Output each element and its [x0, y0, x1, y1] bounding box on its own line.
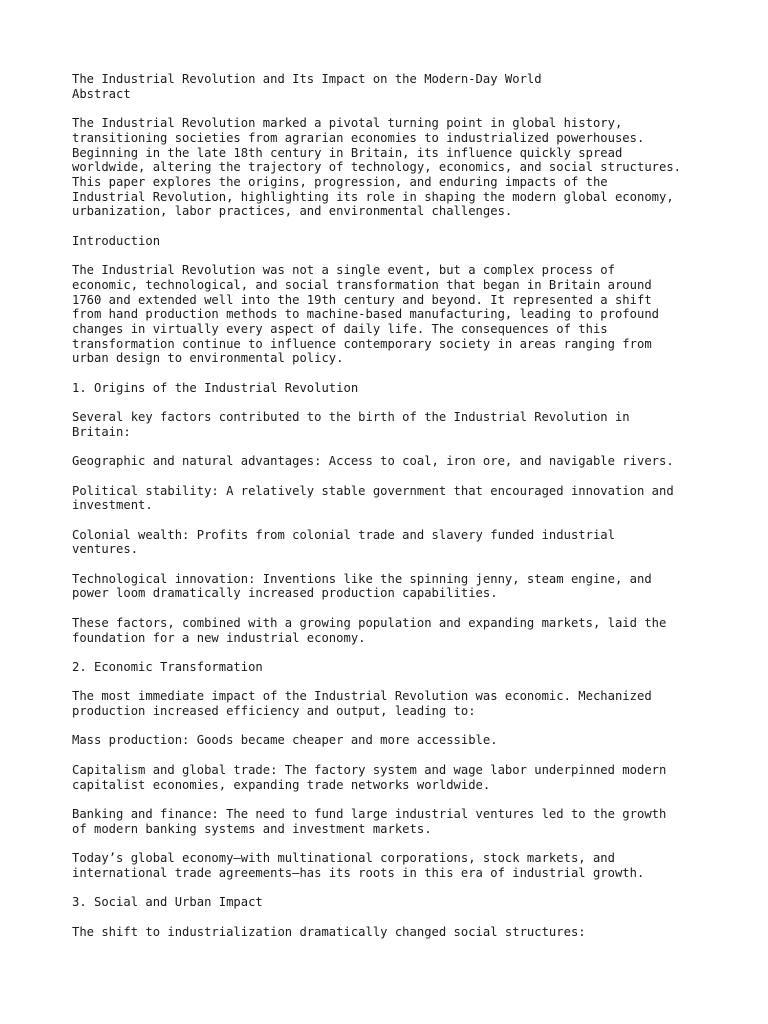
document-page: [72, 72, 712, 954]
section3-intro: [72, 925, 712, 940]
section3-heading: 3. Social and Urban Impact: [72, 895, 263, 910]
title-block: [72, 72, 712, 101]
section2-heading: 2. Economic Transformation: [72, 659, 263, 674]
abstract-line: transitioning societies from agrarian economies to industrialized powerhouses.: [72, 130, 645, 145]
section1-item-colonial: [72, 528, 712, 557]
section1-heading: 1. Origins of the Industrial Revolution: [72, 380, 359, 395]
abstract-line: Industrial Revolution, highlighting its role in shaping the modern global economy,: [72, 189, 674, 204]
section1-outro: [72, 616, 712, 645]
intro-line: economic, technological, and social transformation that began in Britain around: [72, 277, 652, 292]
section2-outro-line: international trade agreements—has its roots in this era of industrial growth.: [72, 865, 645, 880]
section1-item-technological: [72, 572, 712, 601]
section2-outro-line: Today’s global economy—with multinational corporations, stock markets, and: [72, 851, 615, 866]
section2-item-capitalism: [72, 763, 712, 792]
section1-item-geographic: [72, 454, 712, 469]
section2-outro: [72, 851, 712, 880]
intro-paragraph: [72, 263, 712, 366]
abstract-line: urbanization, labor practices, and environmental challenges.: [72, 204, 513, 219]
abstract-heading: Abstract: [72, 86, 131, 101]
intro-heading-block: [72, 234, 712, 249]
abstract-line: The Industrial Revolution marked a pivotal turning point in global history,: [72, 116, 623, 131]
abstract-paragraph: [72, 116, 712, 219]
section2-item-mass-production: [72, 733, 712, 748]
section2-item-line: Capitalism and global trade: The factory system and wage labor underpinned modern: [72, 762, 667, 777]
section1-intro-line: Several key factors contributed to the birth of the Industrial Revolution in: [72, 410, 630, 425]
section2-heading-block: [72, 660, 712, 675]
section2-item-line: of modern banking systems and investment markets.: [72, 821, 432, 836]
section1-item-line: Geographic and natural advantages: Access to coal, iron ore, and navigable rivers.: [72, 454, 674, 469]
abstract-line: This paper explores the origins, progression, and enduring impacts of the: [72, 174, 608, 189]
intro-line: urban design to environmental policy.: [72, 351, 344, 366]
section2-intro-line: production increased efficiency and output, leading to:: [72, 704, 476, 719]
section1-outro-line: These factors, combined with a growing population and expanding markets, laid the: [72, 615, 667, 630]
intro-line: 1760 and extended well into the 19th century and beyond. It represented a shift: [72, 292, 652, 307]
section1-outro-line: foundation for a new industrial economy.: [72, 630, 366, 645]
section1-item-line: ventures.: [72, 542, 139, 557]
section2-item-line: Mass production: Goods became cheaper and more accessible.: [72, 733, 498, 748]
intro-heading: Introduction: [72, 233, 161, 248]
section2-item-line: Banking and finance: The need to fund large industrial ventures led to the growth: [72, 806, 667, 821]
section2-intro-line: The most immediate impact of the Industrial Revolution was economic. Mechanized: [72, 689, 652, 704]
section3-heading-block: [72, 895, 712, 910]
section1-intro-line: Britain:: [72, 424, 131, 439]
section1-heading-block: [72, 381, 712, 396]
section3-intro-line: The shift to industrialization dramatically changed social structures:: [72, 924, 586, 939]
section1-item-line: investment.: [72, 498, 153, 513]
intro-line: from hand production methods to machine-based manufacturing, leading to profound: [72, 307, 659, 322]
section1-item-line: Political stability: A relatively stable government that encouraged innovation and: [72, 483, 674, 498]
section2-item-banking: [72, 807, 712, 836]
section2-intro: [72, 689, 712, 718]
section2-item-line: capitalist economies, expanding trade networks worldwide.: [72, 777, 491, 792]
document-title: The Industrial Revolution and Its Impact on the Modern-Day World: [72, 72, 542, 86]
abstract-line: worldwide, altering the trajectory of technology, economics, and social structures.: [72, 160, 682, 175]
abstract-line: Beginning in the late 18th century in Britain, its influence quickly spread: [72, 145, 623, 160]
section1-intro: [72, 410, 712, 439]
section1-item-line: power loom dramatically increased production capabilities.: [72, 586, 498, 601]
section1-item-line: Technological innovation: Inventions like the spinning jenny, steam engine, and: [72, 571, 652, 586]
intro-line: transformation continue to influence contemporary society in areas ranging from: [72, 336, 652, 351]
intro-line: The Industrial Revolution was not a single event, but a complex process of: [72, 263, 615, 278]
intro-line: changes in virtually every aspect of daily life. The consequences of this: [72, 321, 608, 336]
section1-item-political: [72, 484, 712, 513]
section1-item-line: Colonial wealth: Profits from colonial trade and slavery funded industrial: [72, 527, 615, 542]
